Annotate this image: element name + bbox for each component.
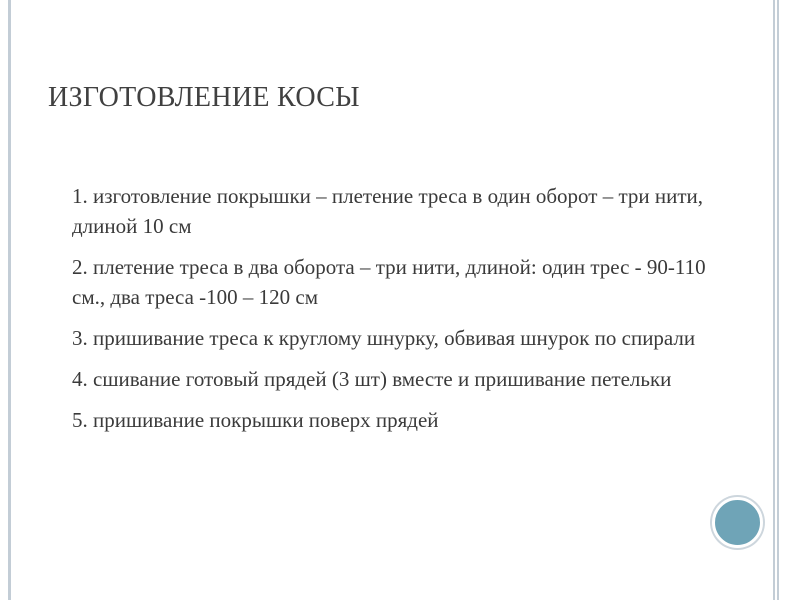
bullet-list — [44, 181, 724, 446]
list-item — [44, 323, 724, 353]
decorative-circle — [712, 497, 763, 548]
list-item — [44, 405, 724, 435]
left-frame-line — [8, 0, 11, 600]
list-item-text: 5. пришивание покрышки поверх прядей — [72, 408, 439, 432]
list-item-text: 3. пришивание треса к круглому шнурку, обвивая шнурок по спирали — [72, 326, 696, 350]
list-item — [44, 181, 724, 241]
slide-title: ИЗГОТОВЛЕНИЕ КОСЫ — [48, 82, 360, 113]
list-item-text: 1. изготовление покрышки – плетение треса в один оборот – три нити, длиной 10 см — [72, 184, 704, 238]
right-frame-line-outer — [773, 0, 775, 600]
right-frame-line-inner — [777, 0, 779, 600]
list-item-text: 4. сшивание готовый прядей (3 шт) вместе и пришивание петельки — [72, 367, 672, 391]
list-item-text: 2. плетение треса в два оборота – три нити, длиной: один трес - 90-110 см., два треса -100 – 120 см — [72, 255, 706, 309]
list-item — [44, 252, 724, 312]
list-item — [44, 364, 724, 394]
